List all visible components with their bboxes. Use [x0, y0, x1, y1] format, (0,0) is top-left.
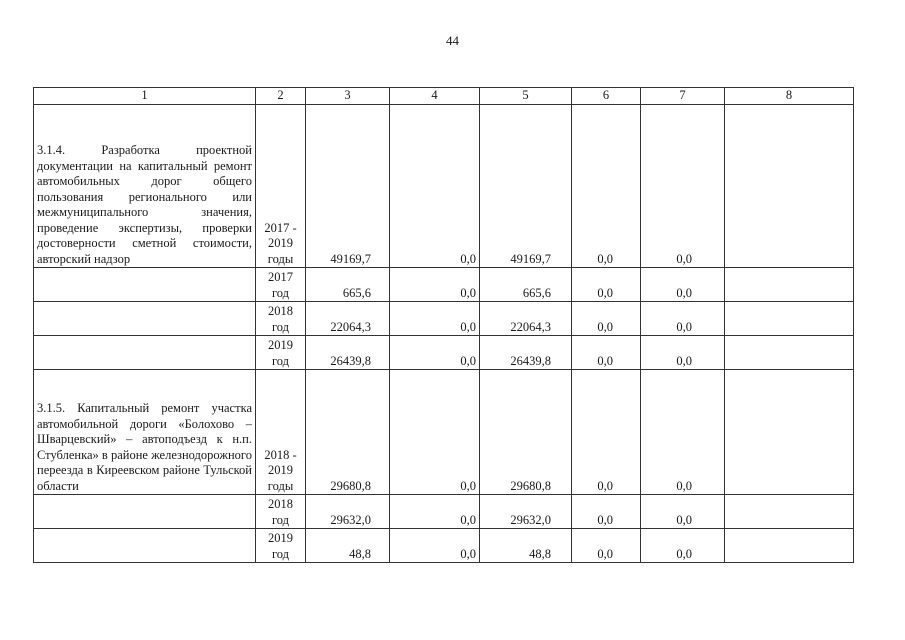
cell-col4: 0,0: [390, 336, 480, 370]
cell-col7: 0,0: [641, 370, 725, 495]
cell-col8: [725, 302, 854, 336]
cell-col7: 0,0: [641, 336, 725, 370]
row-period: 2018 год: [256, 495, 306, 529]
row-period: 2019 год: [256, 336, 306, 370]
table-row: [34, 268, 854, 302]
cell-col4: 0,0: [390, 268, 480, 302]
row-period: 2019 год: [256, 529, 306, 563]
row-description: 3.1.4. Разработка проектной документации на капитальный ремонт автомобильных дорог общего пользования регионального или межмуниципального значения, проведение экспертизы, проверки достоверности сметной стоимости, авторский надзор: [34, 105, 256, 268]
table-row: [34, 495, 854, 529]
cell-col4: 0,0: [390, 370, 480, 495]
cell-col8: [725, 529, 854, 563]
column-header: 3: [306, 88, 390, 105]
cell-col6: 0,0: [572, 268, 641, 302]
page-number: 44: [446, 33, 459, 48]
cell-col5: 26439,8: [480, 336, 572, 370]
row-description: [34, 336, 256, 370]
cell-col3: 48,8: [306, 529, 390, 563]
cell-col8: [725, 336, 854, 370]
row-period: 2017 год: [256, 268, 306, 302]
cell-col6: 0,0: [572, 529, 641, 563]
cell-col3: 49169,7: [306, 105, 390, 268]
cell-col7: 0,0: [641, 495, 725, 529]
cell-col5: 665,6: [480, 268, 572, 302]
cell-col5: 29680,8: [480, 370, 572, 495]
row-description: 3.1.5. Капитальный ремонт участка автомобильной дороги «Болохово – Шварцевский» – автоподъезд к н.п. Стубленка» в районе железнодорожного переезда в Киреевском районе Тульской области: [34, 370, 256, 495]
cell-col6: 0,0: [572, 495, 641, 529]
budget-table: [33, 87, 854, 563]
column-header: 8: [725, 88, 854, 105]
row-description: [34, 495, 256, 529]
cell-col6: 0,0: [572, 370, 641, 495]
cell-col3: 665,6: [306, 268, 390, 302]
table-row: [34, 302, 854, 336]
cell-col4: 0,0: [390, 105, 480, 268]
table-row: [34, 105, 854, 268]
cell-col7: 0,0: [641, 529, 725, 563]
cell-col3: 26439,8: [306, 336, 390, 370]
cell-col8: [725, 495, 854, 529]
column-header: 1: [34, 88, 256, 105]
table-row: [34, 336, 854, 370]
cell-col6: 0,0: [572, 105, 641, 268]
cell-col3: 22064,3: [306, 302, 390, 336]
cell-col3: 29680,8: [306, 370, 390, 495]
cell-col5: 22064,3: [480, 302, 572, 336]
cell-col6: 0,0: [572, 336, 641, 370]
cell-col5: 29632,0: [480, 495, 572, 529]
cell-col4: 0,0: [390, 529, 480, 563]
row-period: 2017 - 2019 годы: [256, 105, 306, 268]
table-row: [34, 529, 854, 563]
column-header: 7: [641, 88, 725, 105]
cell-col7: 0,0: [641, 268, 725, 302]
table-header-row: [34, 88, 854, 105]
cell-col6: 0,0: [572, 302, 641, 336]
cell-col8: [725, 370, 854, 495]
cell-col8: [725, 105, 854, 268]
cell-col4: 0,0: [390, 302, 480, 336]
column-header: 6: [572, 88, 641, 105]
cell-col7: 0,0: [641, 105, 725, 268]
cell-col4: 0,0: [390, 495, 480, 529]
cell-col7: 0,0: [641, 302, 725, 336]
column-header: 5: [480, 88, 572, 105]
table-row: [34, 370, 854, 495]
row-description: [34, 302, 256, 336]
column-header: 4: [390, 88, 480, 105]
row-period: 2018 - 2019 годы: [256, 370, 306, 495]
row-description: [34, 268, 256, 302]
row-description: [34, 529, 256, 563]
row-period: 2018 год: [256, 302, 306, 336]
cell-col8: [725, 268, 854, 302]
cell-col5: 48,8: [480, 529, 572, 563]
cell-col5: 49169,7: [480, 105, 572, 268]
column-header: 2: [256, 88, 306, 105]
cell-col3: 29632,0: [306, 495, 390, 529]
